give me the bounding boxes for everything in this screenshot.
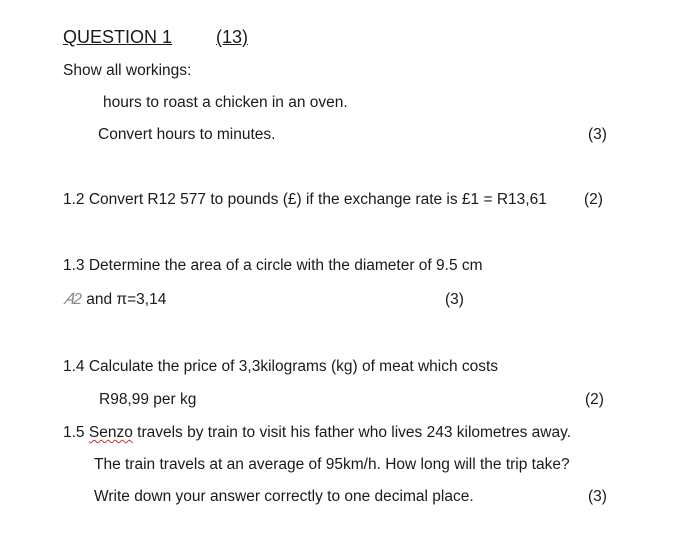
- q1-2-marks: (2): [584, 191, 603, 208]
- q1-4-line2: R98,99 per kg: [99, 391, 197, 408]
- q1-5-line3: Write down your answer correctly to one decimal place.: [94, 488, 474, 505]
- q1-3-line2-text: and π=3,14: [86, 291, 167, 308]
- q1-2-text: 1.2 Convert R12 577 to pounds (£) if the exchange rate is £1 = R13,61: [63, 191, 547, 208]
- q1-3-line1: 1.3 Determine the area of a circle with the diameter of 9.5 cm: [63, 257, 483, 274]
- q1-1-line1: hours to roast a chicken in an oven.: [103, 94, 348, 111]
- q1-3-marks: (3): [445, 291, 464, 308]
- q1-5-line1-rest: travels by train to visit his father who lives 243 kilometres away.: [137, 424, 572, 441]
- instruction: Show all workings:: [63, 62, 192, 79]
- q1-4-marks: (2): [585, 391, 604, 408]
- question-title: QUESTION 1: [63, 27, 173, 47]
- q1-1-line2: Convert hours to minutes.: [98, 126, 276, 143]
- q1-5-prefix: 1.5: [63, 424, 85, 441]
- q1-5-line2: The train travels at an average of 95km/h. How long will the trip take?: [94, 456, 570, 473]
- question-total-marks: (13): [216, 27, 249, 47]
- q1-5-line1: [63, 424, 571, 442]
- q1-1-marks: (3): [588, 126, 607, 143]
- q1-4-line1: 1.4 Calculate the price of 3,3kilograms (kg) of meat which costs: [63, 358, 499, 375]
- q1-5-marks: (3): [588, 488, 607, 505]
- q1-5-name: Senzo: [88, 424, 133, 441]
- q1-3-line2: [63, 291, 166, 309]
- formula-placeholder-glyph: 𝐴2: [63, 291, 82, 308]
